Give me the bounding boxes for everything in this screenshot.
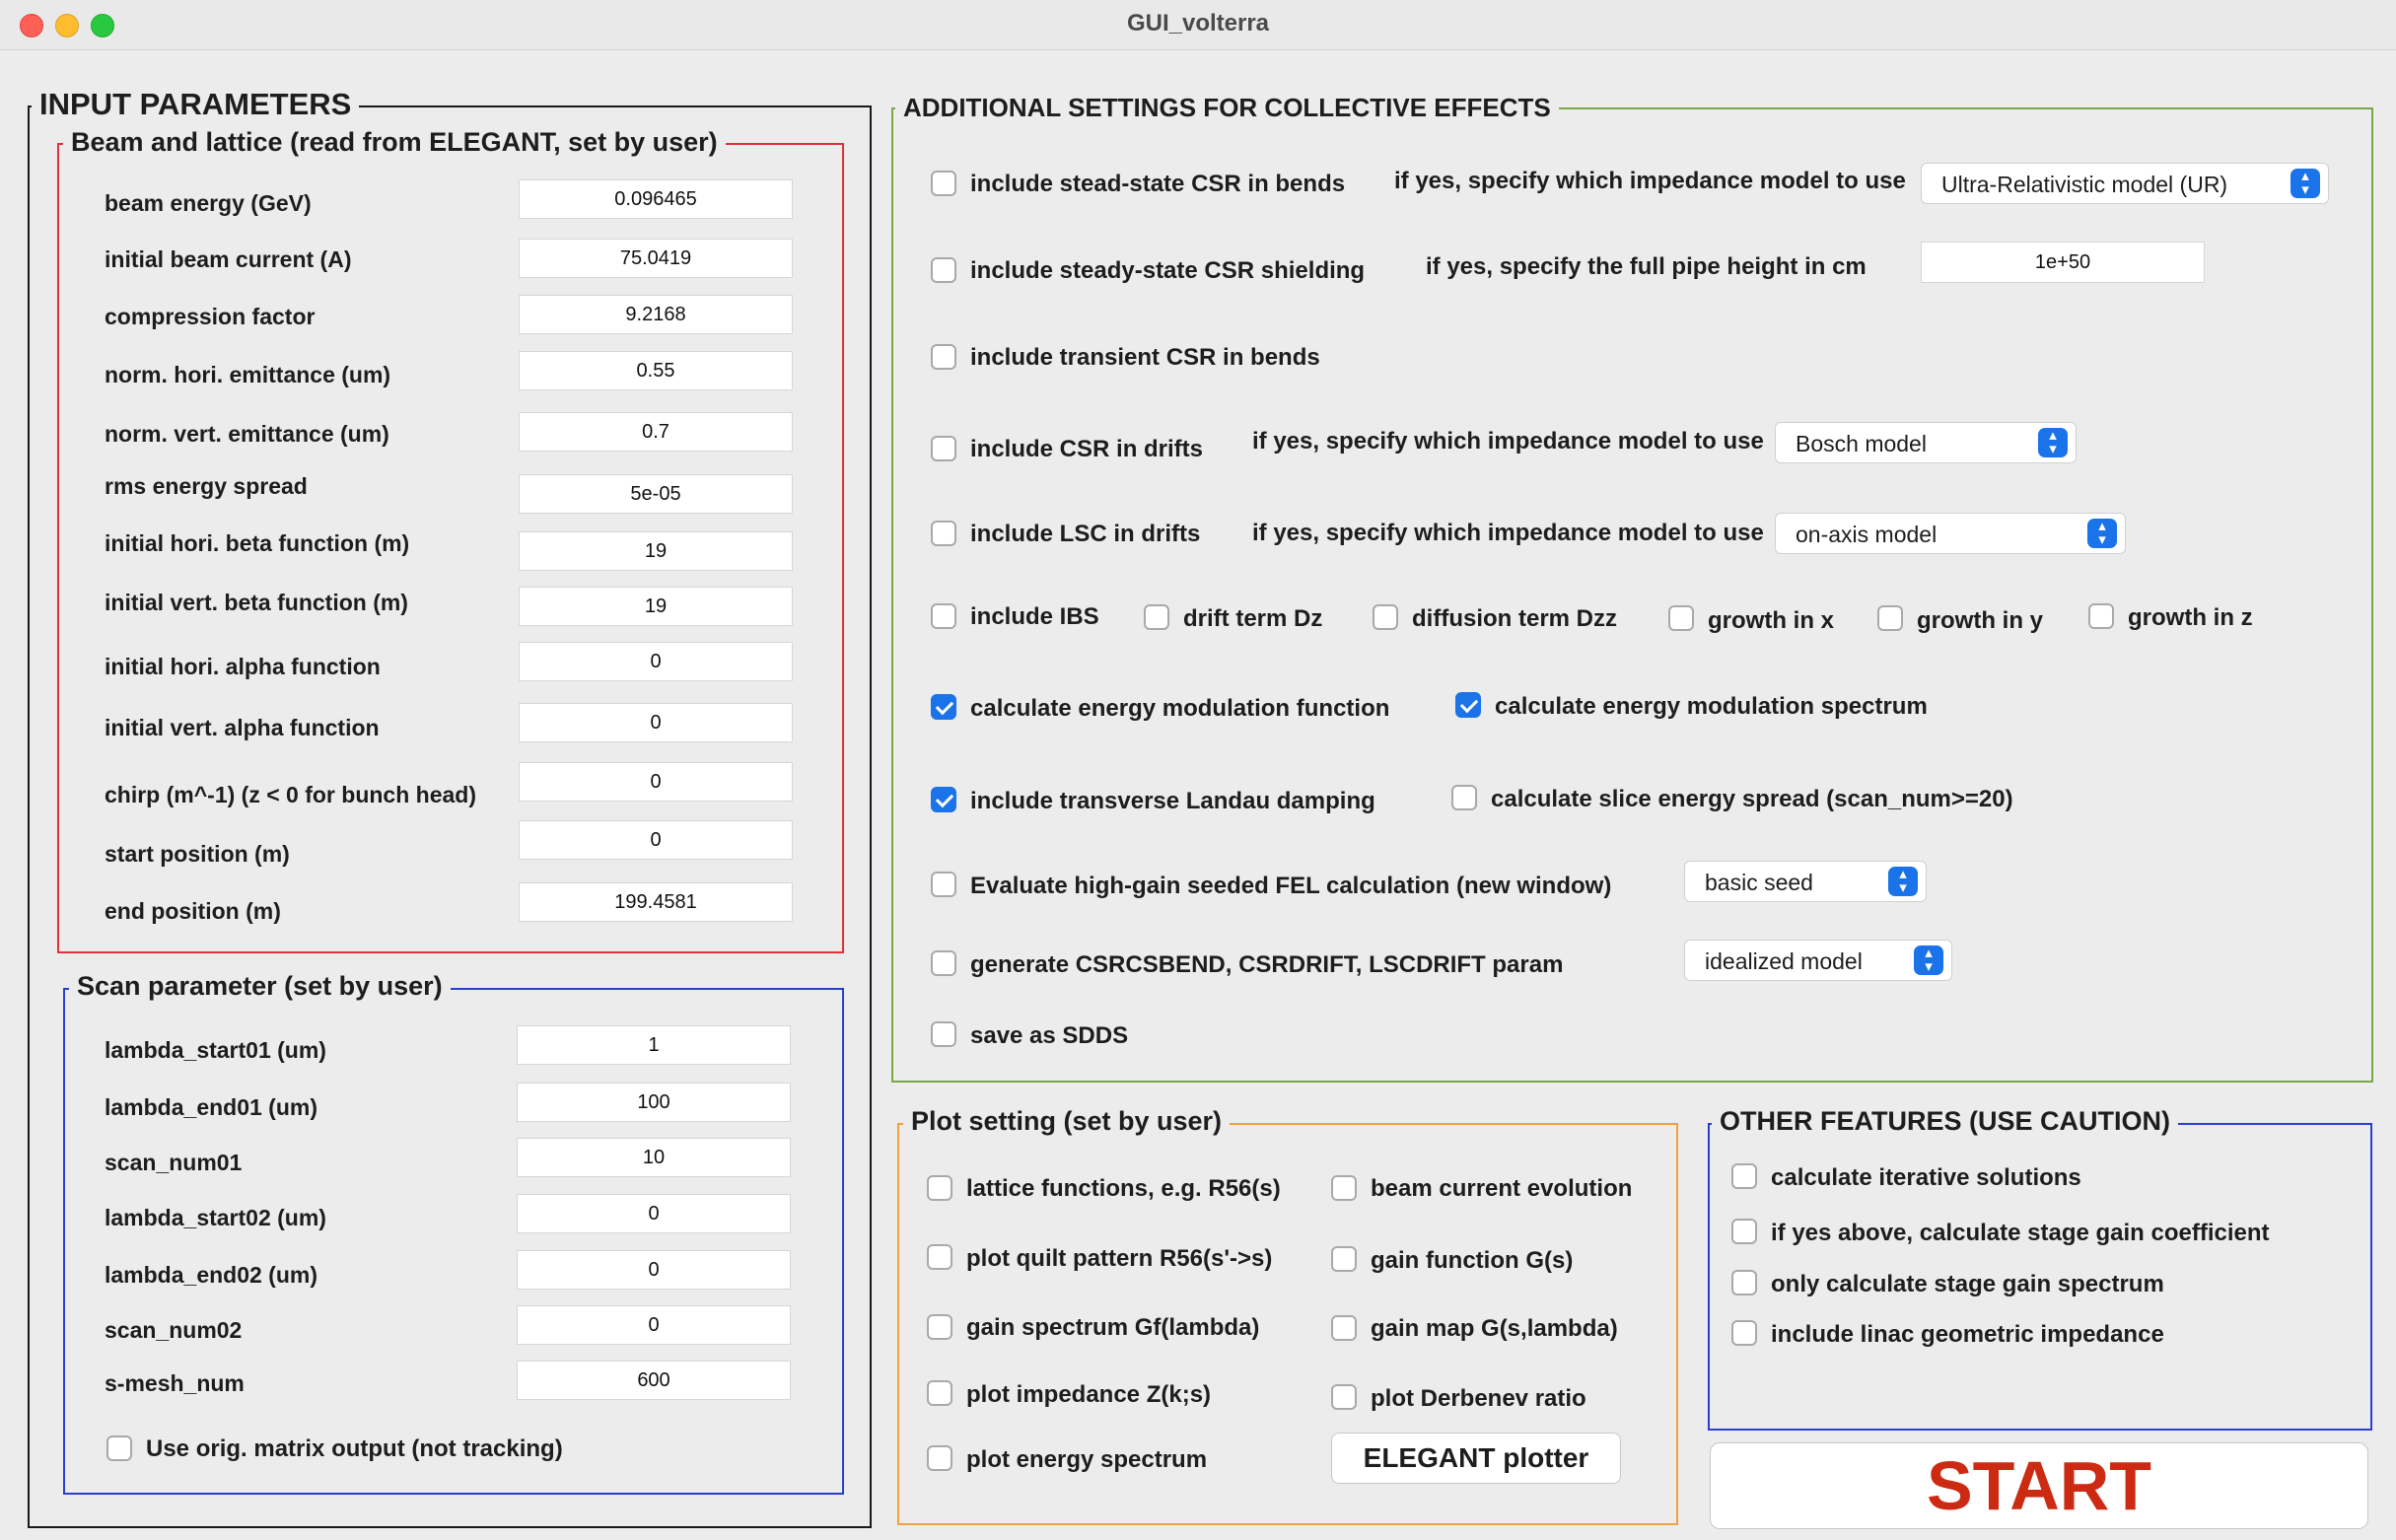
quilt-pattern-checkbox[interactable] xyxy=(927,1244,952,1270)
elegant-plotter-button[interactable]: ELEGANT plotter xyxy=(1331,1433,1621,1484)
energy-mod-spec-checkbox[interactable] xyxy=(1455,692,1481,718)
growth-x-checkbox[interactable] xyxy=(1668,605,1694,631)
title-bar xyxy=(0,0,2396,50)
pipe-height-field[interactable]: 1e+50 xyxy=(1921,242,2205,283)
chevron-up-down-icon: ▴ ▾ xyxy=(2087,519,2117,548)
derbenev-checkbox[interactable] xyxy=(1331,1384,1357,1410)
pipe-height-prompt: if yes, specify the full pipe height in cm xyxy=(1426,253,1867,280)
beam-current-evolution-checkbox[interactable] xyxy=(1331,1175,1357,1201)
fel-label: Evaluate high-gain seeded FEL calculation (new window) xyxy=(970,873,1612,899)
chevron-up-down-icon: ▴ ▾ xyxy=(2038,428,2068,457)
lambda-start01-field[interactable]: 1 xyxy=(517,1025,791,1065)
growth-x-label: growth in x xyxy=(1708,607,1834,634)
input-parameters-title: INPUT PARAMETERS xyxy=(32,87,359,122)
chevron-up-down-icon: ▴ ▾ xyxy=(1888,867,1918,896)
diffusion-term-label: diffusion term Dzz xyxy=(1412,605,1617,632)
use-orig-matrix-label: Use orig. matrix output (not tracking) xyxy=(146,1435,563,1462)
ss-csr-shielding-label: include steady-state CSR shielding xyxy=(970,257,1366,284)
gain-map-checkbox[interactable] xyxy=(1331,1315,1357,1341)
vert-emittance-field[interactable]: 0.7 xyxy=(519,412,793,452)
other-features-title: OTHER FEATURES (USE CAUTION) xyxy=(1712,1106,2178,1137)
growth-y-checkbox[interactable] xyxy=(1877,605,1903,631)
vert-alpha-label: initial vert. alpha function xyxy=(105,715,380,740)
hori-beta-field[interactable]: 19 xyxy=(519,531,793,571)
slice-energy-spread-checkbox[interactable] xyxy=(1451,785,1477,810)
transient-csr-label: include transient CSR in bends xyxy=(970,344,1320,371)
compression-factor-label: compression factor xyxy=(105,304,316,329)
window-title: GUI_volterra xyxy=(1126,10,1270,36)
beam-energy-label: beam energy (GeV) xyxy=(105,190,312,216)
derbenev-label: plot Derbenev ratio xyxy=(1371,1385,1586,1412)
csr-drifts-model-value: Bosch model xyxy=(1796,431,1927,456)
ss-csr-bends-model-value: Ultra-Relativistic model (UR) xyxy=(1941,172,2228,197)
quilt-pattern-label: plot quilt pattern R56(s'->s) xyxy=(966,1245,1273,1272)
vert-beta-field[interactable]: 19 xyxy=(519,587,793,626)
chirp-field[interactable]: 0 xyxy=(519,762,793,802)
hori-emittance-label: norm. hori. emittance (um) xyxy=(105,362,391,387)
fel-model-value: basic seed xyxy=(1705,870,1813,895)
scan-num01-field[interactable]: 10 xyxy=(517,1138,791,1177)
ss-csr-bends-model-prompt: if yes, specify which impedance model to use xyxy=(1394,168,1906,194)
drift-term-checkbox[interactable] xyxy=(1144,604,1169,630)
linac-impedance-checkbox[interactable] xyxy=(1731,1320,1757,1346)
ss-csr-shielding-checkbox[interactable] xyxy=(931,257,956,283)
landau-damping-checkbox[interactable] xyxy=(931,787,956,812)
use-orig-matrix-checkbox[interactable] xyxy=(106,1435,132,1461)
end-position-field[interactable]: 199.4581 xyxy=(519,882,793,922)
transient-csr-checkbox[interactable] xyxy=(931,344,956,370)
chevron-up-down-icon: ▴ ▾ xyxy=(1914,945,1943,975)
lsc-drifts-label: include LSC in drifts xyxy=(970,521,1201,547)
gen-model-select[interactable] xyxy=(1684,940,1952,981)
slice-energy-spread-label: calculate slice energy spread (scan_num>=20) xyxy=(1491,786,2013,812)
energy-mod-fn-label: calculate energy modulation function xyxy=(970,695,1390,722)
gen-params-checkbox[interactable] xyxy=(931,950,956,976)
gain-function-label: gain function G(s) xyxy=(1371,1247,1574,1274)
gain-map-label: gain map G(s,lambda) xyxy=(1371,1315,1618,1342)
lattice-fn-checkbox[interactable] xyxy=(927,1175,952,1201)
compression-factor-field[interactable]: 9.2168 xyxy=(519,295,793,334)
stage-gain-spectrum-checkbox[interactable] xyxy=(1731,1270,1757,1295)
gen-params-label: generate CSRCSBEND, CSRDRIFT, LSCDRIFT param xyxy=(970,951,1564,978)
s-mesh-num-field[interactable]: 600 xyxy=(517,1361,791,1400)
beam-current-label: initial beam current (A) xyxy=(105,246,352,272)
stage-gain-coefficient-label: if yes above, calculate stage gain coefficient xyxy=(1771,1220,2270,1246)
start-position-label: start position (m) xyxy=(105,841,290,867)
gain-spectrum-label: gain spectrum Gf(lambda) xyxy=(966,1314,1260,1341)
iterative-checkbox[interactable] xyxy=(1731,1163,1757,1189)
vert-alpha-field[interactable]: 0 xyxy=(519,703,793,742)
lambda-end01-label: lambda_end01 (um) xyxy=(105,1094,317,1120)
growth-z-checkbox[interactable] xyxy=(2088,603,2114,629)
lsc-drifts-checkbox[interactable] xyxy=(931,521,956,546)
scan-num02-field[interactable]: 0 xyxy=(517,1305,791,1345)
lambda-start01-label: lambda_start01 (um) xyxy=(105,1037,326,1063)
ss-csr-bends-model-select[interactable] xyxy=(1921,163,2329,204)
scan-num01-label: scan_num01 xyxy=(105,1150,243,1175)
plot-setting-title: Plot setting (set by user) xyxy=(903,1106,1230,1137)
energy-spread-field[interactable]: 5e-05 xyxy=(519,474,793,514)
save-sdds-label: save as SDDS xyxy=(970,1022,1129,1049)
end-position-label: end position (m) xyxy=(105,898,281,924)
beam-current-field[interactable]: 75.0419 xyxy=(519,239,793,278)
growth-z-label: growth in z xyxy=(2128,604,2253,631)
lsc-drifts-model-prompt: if yes, specify which impedance model to use xyxy=(1252,520,1764,546)
lsc-drifts-model-value: on-axis model xyxy=(1796,522,1938,547)
lambda-start02-label: lambda_start02 (um) xyxy=(105,1205,326,1230)
drift-term-label: drift term Dz xyxy=(1183,605,1323,632)
gain-spectrum-checkbox[interactable] xyxy=(927,1314,952,1340)
beam-lattice-title: Beam and lattice (read from ELEGANT, set by user) xyxy=(63,127,726,158)
lambda-end01-field[interactable]: 100 xyxy=(517,1083,791,1122)
stage-gain-coefficient-checkbox[interactable] xyxy=(1731,1219,1757,1244)
hori-alpha-label: initial hori. alpha function xyxy=(105,654,381,679)
chirp-label: chirp (m^-1) (z < 0 for bunch head) xyxy=(105,782,476,807)
csr-drifts-label: include CSR in drifts xyxy=(970,436,1204,462)
ibs-label: include IBS xyxy=(970,603,1099,630)
start-position-field[interactable]: 0 xyxy=(519,820,793,860)
lambda-start02-field[interactable]: 0 xyxy=(517,1194,791,1233)
lambda-end02-label: lambda_end02 (um) xyxy=(105,1262,317,1288)
beam-current-evolution-label: beam current evolution xyxy=(1371,1175,1633,1202)
growth-y-label: growth in y xyxy=(1917,607,2043,634)
impedance-checkbox[interactable] xyxy=(927,1380,952,1406)
scan-parameter-title: Scan parameter (set by user) xyxy=(69,971,451,1002)
scan-num02-label: scan_num02 xyxy=(105,1317,243,1343)
hori-emittance-field[interactable]: 0.55 xyxy=(519,351,793,390)
start-button[interactable]: START xyxy=(1710,1442,2368,1529)
energy-mod-fn-checkbox[interactable] xyxy=(931,694,956,720)
impedance-label: plot impedance Z(k;s) xyxy=(966,1381,1212,1408)
energy-spread-label: rms energy spread xyxy=(105,473,308,499)
diffusion-term-checkbox[interactable] xyxy=(1373,604,1398,630)
gain-function-checkbox[interactable] xyxy=(1331,1246,1357,1272)
hori-alpha-field[interactable]: 0 xyxy=(519,642,793,681)
linac-impedance-label: include linac geometric impedance xyxy=(1771,1321,2164,1348)
csr-drifts-checkbox[interactable] xyxy=(931,436,956,461)
vert-beta-label: initial vert. beta function (m) xyxy=(105,590,408,615)
vert-emittance-label: norm. vert. emittance (um) xyxy=(105,421,389,447)
save-sdds-checkbox[interactable] xyxy=(931,1021,956,1047)
collective-effects-title: ADDITIONAL SETTINGS FOR COLLECTIVE EFFECTS xyxy=(895,93,1559,123)
csr-drifts-model-select[interactable] xyxy=(1775,422,2077,463)
energy-mod-spec-label: calculate energy modulation spectrum xyxy=(1495,693,1928,720)
ss-csr-bends-checkbox[interactable] xyxy=(931,171,956,196)
lsc-drifts-model-select[interactable] xyxy=(1775,513,2126,554)
energy-spectrum-checkbox[interactable] xyxy=(927,1445,952,1471)
ss-csr-bends-label: include stead-state CSR in bends xyxy=(970,171,1346,197)
landau-damping-label: include transverse Landau damping xyxy=(970,788,1375,814)
beam-energy-field[interactable]: 0.096465 xyxy=(519,179,793,219)
energy-spectrum-label: plot energy spectrum xyxy=(966,1446,1208,1473)
ibs-checkbox[interactable] xyxy=(931,603,956,629)
lattice-fn-label: lattice functions, e.g. R56(s) xyxy=(966,1175,1281,1202)
lambda-end02-field[interactable]: 0 xyxy=(517,1250,791,1290)
stage-gain-spectrum-label: only calculate stage gain spectrum xyxy=(1771,1271,2164,1297)
s-mesh-num-label: s-mesh_num xyxy=(105,1370,245,1396)
chevron-up-down-icon: ▴ ▾ xyxy=(2290,169,2320,198)
fel-checkbox[interactable] xyxy=(931,872,956,897)
fel-model-select[interactable] xyxy=(1684,861,1927,902)
csr-drifts-model-prompt: if yes, specify which impedance model to use xyxy=(1252,428,1764,455)
gen-model-value: idealized model xyxy=(1705,948,1863,974)
hori-beta-label: initial hori. beta function (m) xyxy=(105,530,410,556)
iterative-label: calculate iterative solutions xyxy=(1771,1164,2081,1191)
